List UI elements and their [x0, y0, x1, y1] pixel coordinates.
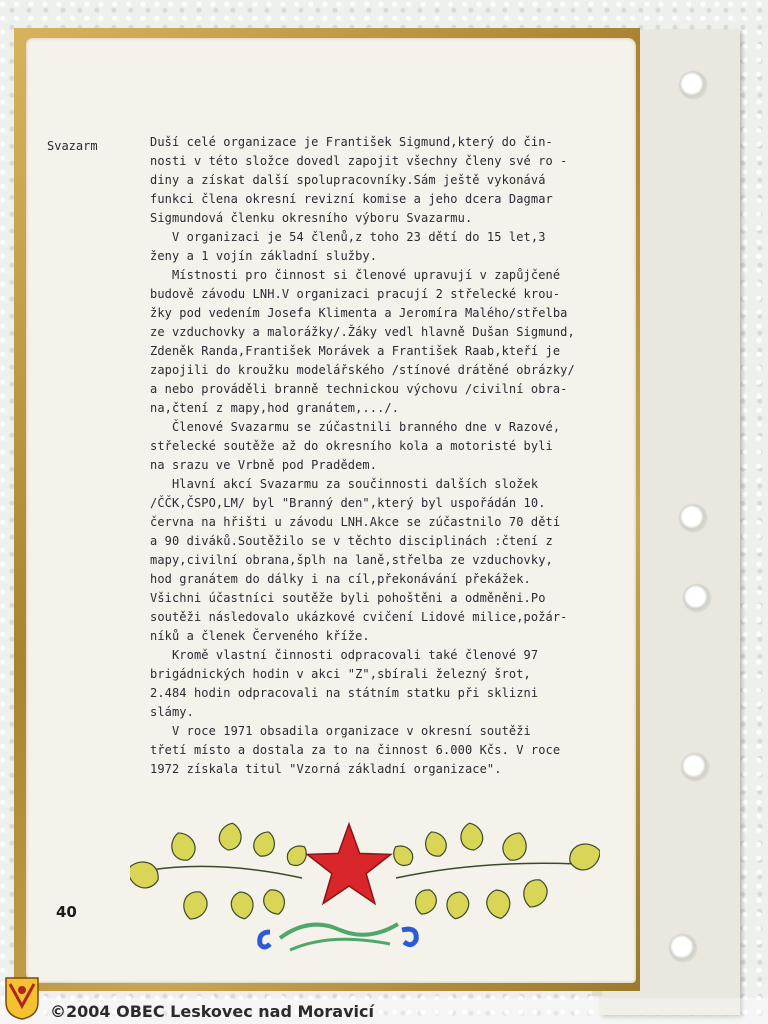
linden-leaf — [283, 841, 311, 870]
text-line: Všichni účastníci soutěže byli pohoštěni a odměněni.Po — [150, 591, 546, 605]
linden-leaf — [566, 839, 600, 874]
star-leaves-decoration — [130, 820, 600, 970]
text-line: V organizaci je 54 členů,z toho 23 dětí do 15 let,3 — [150, 230, 546, 244]
text-line: Místnosti pro činnost si členové upravují v zapůjčené — [150, 268, 561, 282]
text-line: střelecké soutěže až do okresního kola a motoristé byli — [150, 439, 553, 453]
red-star-icon — [307, 824, 391, 904]
coat-of-arms-icon — [4, 976, 40, 1020]
text-line: Sigmundová členku okresního výboru Svazarmu. — [150, 211, 473, 225]
linden-leaf — [179, 888, 210, 923]
text-line: zapojili do kroužku modelářského /stínové drátěné obrázky/ — [150, 363, 575, 377]
linden-leaf — [217, 821, 243, 852]
text-line: a nebo prováděli branně technickou výchovu /civilní obra- — [150, 382, 568, 396]
binder-hole-2 — [680, 505, 706, 531]
text-line: ženy a 1 vojín základní služby. — [150, 249, 378, 263]
text-line: níků a členek Červeného kříže. — [150, 629, 370, 643]
text-line: Zdeněk Randa,František Morávek a František Raab,kteří je — [150, 344, 561, 358]
copyright-text: ©2004 OBEC Leskovec nad Moravicí — [50, 1002, 374, 1021]
linden-leaf — [260, 887, 288, 918]
text-line: června na hřišti u závodu LNH.Akce se zúčastnilo 70 dětí — [150, 515, 561, 529]
linden-leaf — [250, 828, 278, 859]
text-line: 1972 získala titul "Vzorná základní organizace". — [150, 762, 502, 776]
text-line: na srazu ve Vrbně pod Pradědem. — [150, 458, 378, 472]
text-line: třetí místo a dostala za to na činnost 6.000 Kčs. V roce — [150, 743, 561, 757]
typed-text-body — [150, 133, 590, 779]
branch-stem — [150, 866, 302, 878]
branch-stem — [396, 863, 578, 878]
text-line: mapy,civilní obrana,šplh na laně,střelba ze vzduchovky, — [150, 553, 553, 567]
text-line: Kromě vlastní činnosti odpracovali také členové 97 — [150, 648, 539, 662]
linden-leaf — [229, 890, 255, 921]
text-line: soutěži následovalo ukázkové cvičení Lidové milice,požár- — [150, 610, 568, 624]
text-line: Členové Svazarmu se zúčastnili branného dne v Razové, — [150, 420, 561, 434]
text-line: nosti v této složce dovedl zapojit všechny členy své ro - — [150, 154, 568, 168]
linden-leaf — [519, 876, 550, 911]
linden-leaf — [412, 887, 440, 918]
linden-leaf — [459, 821, 485, 852]
text-line: slámy. — [150, 705, 194, 719]
text-line: /ČČK,ČSPO,LM/ byl "Branný den",který byl uspořádán 10. — [150, 496, 546, 510]
binder-hole-4 — [682, 754, 708, 780]
linden-leaf — [167, 829, 198, 864]
linden-leaf — [422, 828, 450, 859]
right-linden-branch — [389, 821, 600, 920]
linden-leaf — [445, 890, 471, 921]
ribbon-ornament — [260, 924, 417, 950]
text-line: Hlavní akcí Svazarmu za součinnosti dalších složek — [150, 477, 539, 491]
text-line: Duší celé organizace je František Sigmund,který do čin- — [150, 135, 553, 149]
left-linden-branch — [130, 821, 311, 923]
linden-leaf — [389, 841, 417, 870]
page-number: 40 — [56, 903, 77, 921]
text-line: funkci člena okresní revizní komise a jeho dcera Dagmar — [150, 192, 553, 206]
binder-hole-1 — [680, 72, 706, 98]
text-line: ze vzduchovky a malorážky/.Žáky vedl hlavně Dušan Sigmund, — [150, 325, 575, 339]
text-line: 2.484 hodin odpracovali na státním statku při sklizni — [150, 686, 539, 700]
linden-leaf — [499, 829, 530, 864]
text-line: budově závodu LNH.V organizaci pracují 2 střelecké krou- — [150, 287, 561, 301]
section-label: Svazarm — [47, 139, 98, 153]
linden-leaf — [130, 857, 162, 892]
text-line: diny a získat další spolupracovníky.Sám ještě vykonává — [150, 173, 546, 187]
text-line: na,čtení z mapy,hod granátem,.../. — [150, 401, 400, 415]
text-line: a 90 diváků.Soutěžilo se v těchto disciplinách :čtení z — [150, 534, 553, 548]
binder-hole-5 — [670, 935, 696, 961]
text-line: brigádnických hodin v akci "Z",sbírali železný šrot, — [150, 667, 531, 681]
text-line: V roce 1971 obsadila organizace v okresní soutěži — [150, 724, 531, 738]
text-line: hod granátem do dálky i na cíl,překonávání překážek. — [150, 572, 531, 586]
linden-leaf — [485, 888, 513, 920]
text-line: žky pod vedením Josefa Klimenta a Jeromíra Malého/střelba — [150, 306, 568, 320]
binder-hole-3 — [684, 585, 710, 611]
